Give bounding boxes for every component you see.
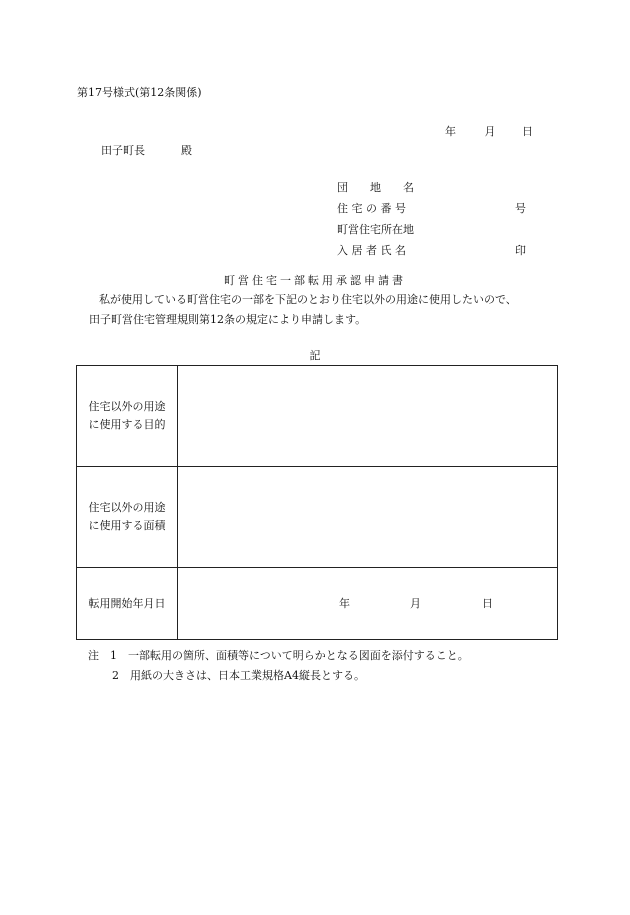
start-day-label: 日 [482, 597, 493, 610]
year-label: 年 [445, 125, 456, 138]
day-label: 日 [522, 125, 533, 138]
note-1: 注 1 一部転用の箇所、面積等について明らかとなる図面を添付すること。 [88, 649, 469, 662]
table-row-purpose [77, 366, 558, 467]
start-year-label: 年 [339, 597, 350, 610]
purpose-field[interactable] [178, 366, 558, 467]
form-number: 第17号様式(第12条関係) [77, 86, 202, 99]
table-row-area [77, 467, 558, 568]
addressee-name: 田子町長 [101, 144, 145, 157]
house-number-label: 住 宅 の 番 号 [337, 202, 406, 215]
applicant-row-address [337, 221, 526, 242]
house-number-suffix: 号 [515, 202, 526, 215]
start-date-label: 転用開始年月日 [77, 568, 178, 640]
estate-name-label: 団 地 名 [337, 181, 414, 194]
house-address-label: 町営住宅所在地 [337, 223, 414, 236]
month-label: 月 [484, 125, 496, 138]
addressee [101, 142, 192, 158]
document-title: 町営住宅一部転用承認申請書 [224, 274, 406, 287]
body-text-line2: 田子町営住宅管理規則第12条の規定により申請します。 [89, 313, 367, 326]
body-text-line1: 私が使用している町営住宅の一部を下記のとおり住宅以外の用途に使用したいので、 [99, 293, 517, 306]
note-2: 2 用紙の大きさは、日本工業規格A4縦長とする。 [112, 669, 365, 682]
ki-heading: 記 [309, 349, 321, 362]
submission-date [445, 123, 533, 139]
applicant-row-house-number [337, 200, 526, 221]
start-date-field[interactable] [178, 568, 558, 640]
area-field[interactable] [178, 467, 558, 568]
applicant-row-tenant [337, 242, 526, 263]
purpose-label: 住宅以外の用途 に使用する目的 [77, 366, 178, 467]
table-row-start-date [77, 568, 558, 640]
applicant-row-estate [337, 179, 526, 200]
notes [88, 646, 469, 686]
addressee-honorific: 殿 [181, 144, 192, 157]
tenant-name-label: 入 居 者 氏 名 [337, 244, 406, 257]
application-table [76, 365, 558, 640]
area-label: 住宅以外の用途 に使用する面積 [77, 467, 178, 568]
start-month-label: 月 [410, 597, 421, 610]
seal-mark: 印 [515, 244, 526, 257]
applicant-block [337, 179, 526, 263]
